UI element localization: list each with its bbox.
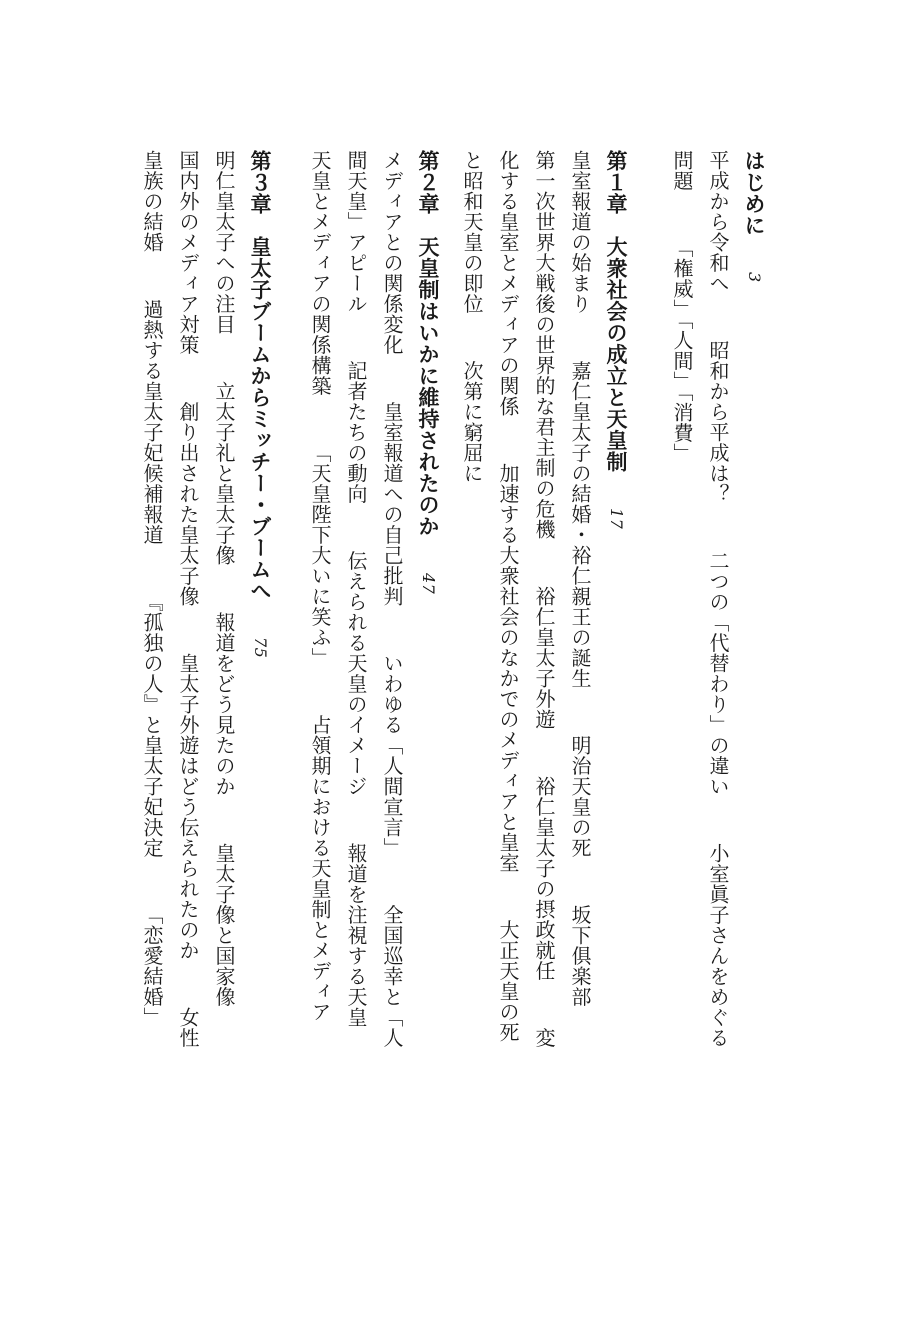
toc-line xyxy=(302,150,338,1280)
toc-entry: 変 xyxy=(532,1027,556,1048)
toc-entry: 裕仁皇太子の摂政就任 xyxy=(532,776,556,981)
intro-title: はじめに xyxy=(742,150,767,236)
chapter-2-heading[interactable] xyxy=(410,150,446,1280)
toc-line xyxy=(374,150,410,1280)
toc-entry: 記者たちの動向 xyxy=(344,360,368,504)
toc-entry: 国内外のメディア対策 xyxy=(176,150,200,355)
toc-line xyxy=(134,150,170,1280)
toc-entry: 占領期における天皇制とメディア xyxy=(308,714,332,1022)
chapter-2-title: 第２章 天皇制はいかに維持されたのか xyxy=(416,150,441,537)
chapter-1-heading[interactable] xyxy=(598,150,634,1280)
toc-entry: 報道をどう見たのか xyxy=(212,612,236,797)
toc-entry: 裕仁皇太子外遊 xyxy=(532,586,556,730)
intro-page-number: 3 xyxy=(745,271,764,283)
toc-entry: 「天皇陛下大いに笑ふ」 xyxy=(308,442,332,668)
toc-entry: 「恋愛結婚」 xyxy=(140,904,164,1028)
toc-entry: 創り出された皇太子像 xyxy=(176,401,200,607)
toc-line xyxy=(338,150,374,1280)
toc-entry: 間天皇」アピール xyxy=(344,150,368,314)
chapter-2-page-number: 47 xyxy=(419,572,438,594)
toc-entry: 問題 xyxy=(670,150,694,191)
toc-entry: 加速する大衆社会のなかでのメディアと皇室 xyxy=(496,463,520,873)
intro-heading[interactable] xyxy=(736,150,772,1280)
toc-entry: 報道を注視する天皇 xyxy=(344,843,368,1028)
toc-entry: と昭和天皇の即位 xyxy=(460,150,484,314)
toc-entry: 全国巡幸と「人 xyxy=(380,904,404,1048)
chapter-3-heading[interactable] xyxy=(242,150,278,1280)
toc-entry: 過熱する皇太子妃候補報道 xyxy=(140,299,164,545)
toc-line xyxy=(562,150,598,1280)
toc-entry: 化する皇室とメディアの関係 xyxy=(496,150,520,417)
toc-entry: 皇太子像と国家像 xyxy=(212,843,236,1007)
toc-entry: 嘉仁皇太子の結婚・裕仁親王の誕生 xyxy=(568,360,592,689)
chapter-3-title: 第３章 皇太子ブームからミッチー・ブームへ xyxy=(248,150,273,602)
toc-line xyxy=(206,150,242,1280)
toc-line xyxy=(700,150,736,1280)
toc-line xyxy=(170,150,206,1280)
toc-entry: 皇太子外遊はどう伝えられたのか xyxy=(176,653,200,961)
toc-entry: 第一次世界大戦後の世界的な君主制の危機 xyxy=(532,150,556,540)
toc-entry: 皇室報道への自己批判 xyxy=(380,401,404,607)
toc-entry: 次第に窮屈に xyxy=(460,360,484,484)
toc-line xyxy=(526,150,562,1280)
toc-line xyxy=(490,150,526,1280)
toc-entry: 二つの「代替わり」の違い xyxy=(706,550,730,797)
toc-line xyxy=(664,150,700,1280)
toc-entry: 昭和から平成は？ xyxy=(706,340,730,504)
toc-entry: いわゆる「人間宣言」 xyxy=(380,653,404,858)
toc-entry: 皇族の結婚 xyxy=(140,150,164,253)
chapter-3-page-number: 75 xyxy=(251,637,270,659)
toc-entry: 平成から令和へ xyxy=(706,150,730,294)
toc-entry: 明仁皇太子への注目 xyxy=(212,150,236,335)
toc-line xyxy=(454,150,490,1280)
chapter-1-title: 第１章 大衆社会の成立と天皇制 xyxy=(604,150,629,473)
toc-entry: 『孤独の人』と皇太子妃決定 xyxy=(140,591,164,858)
toc-entry: 坂下俱楽部 xyxy=(568,904,592,1007)
chapter-1-page-number: 17 xyxy=(607,508,626,530)
toc-entry: 皇室報道の始まり xyxy=(568,150,592,314)
toc-entry: 大正天皇の死 xyxy=(496,919,520,1043)
toc-entry: 立太子礼と皇太子像 xyxy=(212,381,236,566)
toc-entry: 伝えられる天皇のイメージ xyxy=(344,550,368,797)
toc-entry: 明治天皇の死 xyxy=(568,735,592,858)
toc-entry: 「権威」「人間」「消費」 xyxy=(670,237,694,464)
toc-entry: 天皇とメディアの関係構築 xyxy=(308,150,332,396)
toc-entry: 女性 xyxy=(176,1007,200,1048)
toc-entry: 小室眞子さんをめぐる xyxy=(706,843,730,1048)
toc-entry: メディアとの関係変化 xyxy=(380,150,404,355)
